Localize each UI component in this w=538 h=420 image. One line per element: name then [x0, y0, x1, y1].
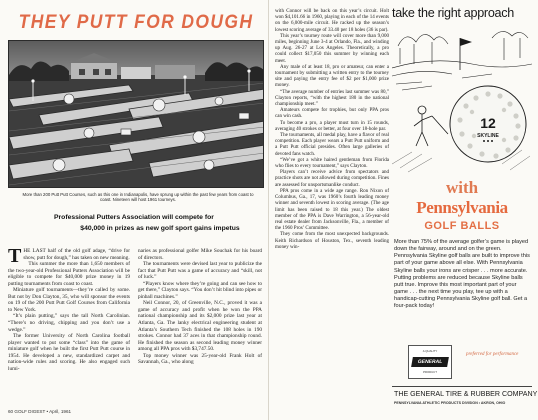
article-headline: THEY PUTT FOR DOUGH	[18, 12, 254, 33]
paragraph: with Connor will be back on this year’s circuit. Holt won $4,101.66 in 1960, playing in each of the 14 events on the 6,000-mile circuit. He racked up the season’s lowest scoring average of 33.40 per 18 holes (36 is par).	[275, 8, 389, 33]
ad-tagline: preferred for performance	[466, 352, 519, 357]
paragraph: They come from the most unexpected backgrounds. Keith Richardson of Houston, Tex., seventh leading money win-	[275, 231, 389, 250]
mini-golf-course-illustration	[9, 41, 264, 188]
article-column-3	[275, 8, 389, 250]
seal-bottom-text: PRODUCT	[423, 370, 437, 374]
ball-ornament-icon	[483, 140, 493, 142]
ad-division-name: PENNSYLVANIA ATHLETIC PRODUCTS DIVISION • AKRON, OHIO	[394, 401, 506, 405]
article-column-2	[138, 248, 262, 366]
ad-brand-logo: Pennsylvania	[416, 198, 508, 217]
article-deck	[54, 212, 266, 234]
paragraph: This summer the more than 1,650 members of the two-year-old Professional Putters Association will be eligible to compete for $40,000 prize money in 19 putting tournaments from coast to coast.	[8, 261, 130, 287]
paragraph: HE LAST half of the old golf adage, “drive for show, putt for dough,” has taken on new meaning.	[23, 248, 130, 261]
drop-cap: T	[8, 245, 22, 267]
photo-caption: More than 200 Putt Putt Courses, such as this one in Indianapolis, have sprung up within the past few years from coast to coast. Nineteen will host 1961 tourneys.	[22, 192, 254, 203]
page-footer: 60 GOLF DIGEST • April, 1961	[8, 409, 72, 414]
paragraph: “It’s plain putting,” says the tall North Carolinian. “There’s no driving, chipping and you don’t use a wedge.”	[8, 313, 130, 333]
golf-ball-illustration	[392, 24, 532, 174]
paragraph: Miniature golf tournaments—they’re called by some. But not by Don Clayton, 35, who will sponsor the events on 19 of the 200 Putt Putt Golf Courses from California to New York.	[8, 287, 130, 313]
seal-top-text: A QUALITY	[422, 349, 438, 353]
paragraph: Amateurs compete for trophies, but only PPA pros can win cash.	[275, 107, 389, 120]
paragraph: The tournaments, all medal play, have a flavor of real competition. Each player wears a Putt Putt uniform and a Putt Putt official presides. Often large galleries of devoted fans watch.	[275, 132, 389, 157]
ball-number: 12	[480, 115, 496, 131]
ad-company-name: THE GENERAL TIRE & RUBBER COMPANY	[394, 390, 538, 398]
ball-brand: SKYLINE	[477, 133, 499, 139]
paragraph: Top money winner was 25-year-old Frank Holt of Savannah, Ga., who along	[138, 352, 262, 366]
paragraph: “The average number of entries last summer was 80,” Clayton reports, “with the highest 180 in the national championship meet.”	[275, 88, 389, 108]
ad-body-copy: More than 75% of the average golfer’s game is played down the fairway, around and on the green. Pennsylvania Skyline golf balls are built to improve this part of your game above all else. With Pennsylvania Skyline balls your irons are crisper . . . more accurate. Putting problems are reduced because Skyline balls putt true. Improve this most important part of your game . . . the next time you play, tee up with a handicap-cutting Pennsylvania Skyline golf ball. Get a four-pack today!	[394, 239, 530, 310]
paragraph: The former University of North Carolina football player wanted to put some “class” into the game of miniature golf when he built the first Putt Putt course in 1954. He developed a new, standardized carpet and nation-wide rules and scoring. He also engaged such lumi-	[8, 333, 130, 372]
deck-line-1: Professional Putters Association will compete for	[54, 214, 214, 221]
ad-with-text: with	[445, 178, 479, 197]
article-column-1	[8, 245, 130, 372]
deck-line-2: $40,000 in prizes as new golf sport gains impetus	[80, 225, 240, 232]
ad-headline: take the right approach	[392, 6, 514, 20]
page-gutter	[268, 0, 269, 420]
paragraph: The tournaments were devised last year to publicize the fact that Putt Putt was a game of accuracy and “skill, not of luck.”	[138, 261, 262, 281]
paragraph: Players can’t receive advice from spectators and practice shots are not allowed during competition. Fines are assessed for unsportsmanlike conduct.	[275, 169, 389, 188]
paragraph: Neil Connor, 20, of Greenville, N.C., proved it was a game of accuracy and profit when he won the PPA national championship and its $2,000 prize last year at Atlanta, Ga. The lanky electrical engineering student at Atlanta’s Southern Tech finished the 108 holes in 190 strokes. Connor had 37 aces in that championship round. He finished the season as second leading money winner among all PPA pros with $3,747.50.	[138, 300, 262, 353]
mini-golf-course-photo	[8, 40, 264, 188]
paragraph: “Players know where they’re going and can see how to get there,” Clayton says. “You don’t hit blind into pipes or pinball machines.”	[138, 280, 262, 300]
ad-product-name: GOLF BALLS	[424, 220, 500, 232]
seal-general-logo: GENERAL	[411, 357, 449, 367]
paragraph: “We’ve got a white haired gentleman from Florida who flies to every tournament,” says Clayton.	[275, 156, 389, 170]
paragraph: PPA pros come in a wide age range. Ron Nixon of Columbus, Ga., 17, was 1960’s fourth leading money winner and seventh lowest in scoring average. (The age limit has been raised to 18 this year.) The oldest member of the PPA is Dave Warrington, a 56-year-old real estate dealer from Jacksonville, Fla., a member of the 1960 Pros’ Committee.	[275, 187, 389, 232]
pennsylvania-golf-ball-ad	[392, 6, 538, 412]
paragraph: This year’s tourney route will cover more than 9,000 miles, beginning June 3-4 at Orlando, Fla., and winding up Aug. 26-27 at Los Angeles. Theoretically, a pro could collect $17,050 this summer by winning each meet.	[275, 32, 389, 64]
general-quality-seal	[408, 345, 452, 379]
paragraph: To become a pro, a player must turn in 15 rounds, averaging 40 strokes or better, at four over 18-hole par.	[275, 119, 389, 132]
paragraph: Any male of at least 18, pro or amateur, can enter a tournament by submitting a written entry to the tourney site and paying the entry fee of $2 per $1,000 prize money.	[275, 63, 389, 89]
ad-divider	[392, 386, 532, 387]
paragraph: naries as professional golfer Mike Souchak for his board of directors.	[138, 248, 262, 261]
